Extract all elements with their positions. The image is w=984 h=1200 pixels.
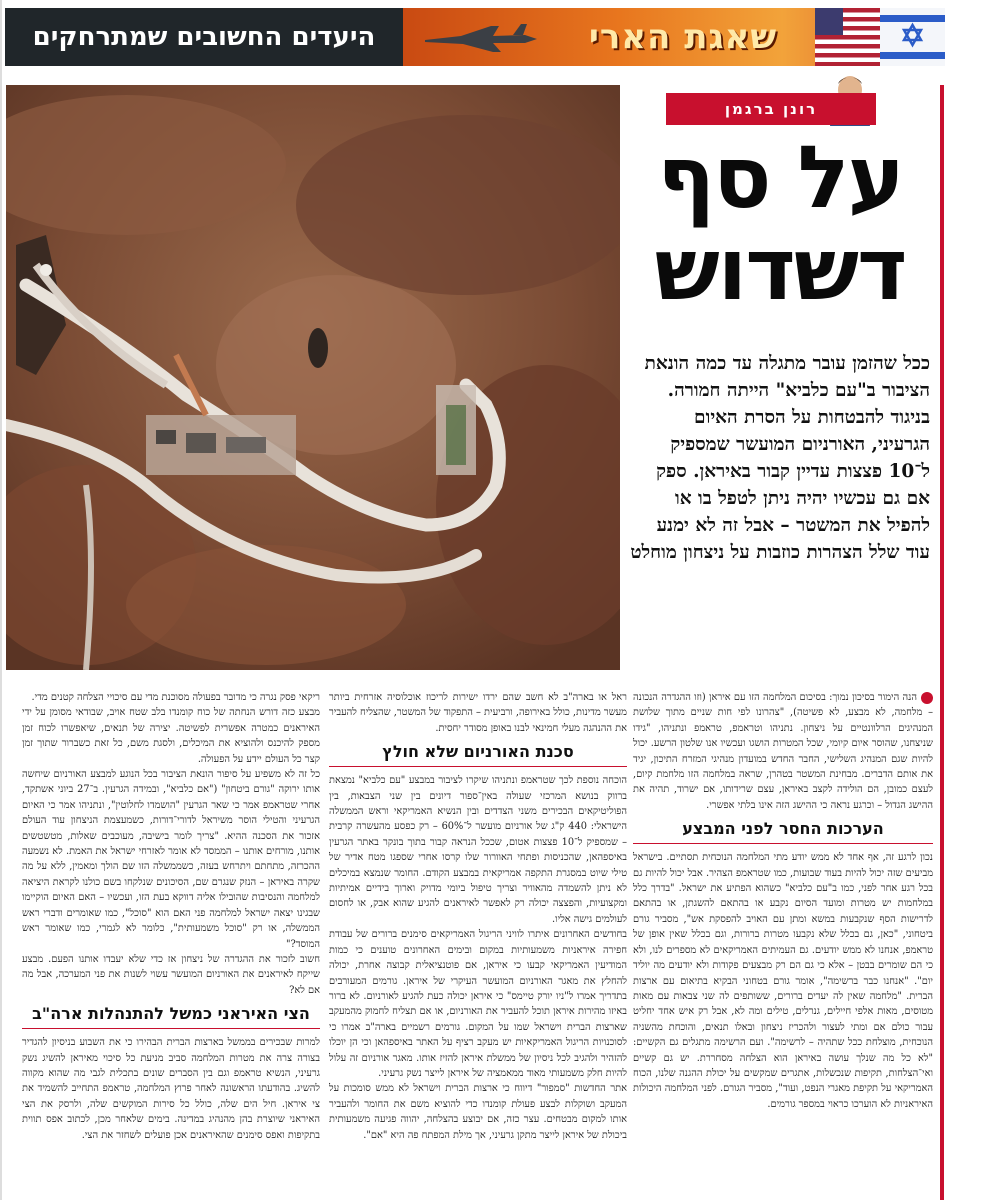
section-rule bbox=[633, 843, 933, 844]
headline-line-1: על סף bbox=[657, 128, 903, 228]
section-heading: הערכות החסר לפני המבצע bbox=[682, 819, 884, 839]
section-heading: הצי האיראני כמשל להתנהלות ארה"ב bbox=[32, 1004, 310, 1024]
banner-title: שאגת הארי bbox=[588, 17, 778, 57]
banner-kicker: היעדים החשובים שמתרחקים bbox=[5, 8, 403, 66]
section-rule bbox=[329, 766, 627, 767]
paragraph: ריקאי פסק נגרה כי מדובר בפעולה מסוכנת מדי עם סיכויי הצלחה קטנים מדי. bbox=[31, 692, 320, 703]
article-column-middle bbox=[329, 690, 627, 1200]
headline-line-2: דשדוש bbox=[654, 220, 906, 320]
bullet-icon bbox=[921, 692, 933, 704]
paragraph: ראל או בארה"ב לא חשב שהם ירדו ישירות לריכוז אוכלוסיה אזרחית ביותר מעשר מדינות, כולל באירופה, ורביעית – התפקוד של המשטר, שהצליח להעביר את ההנהגה מעלי חמינאי לבנו באופן מסודר יחסית. bbox=[329, 692, 627, 734]
article-column-left bbox=[22, 690, 320, 1200]
section-banner bbox=[5, 8, 945, 66]
satellite-photo bbox=[6, 85, 620, 670]
author-byline: רונן ברגמן bbox=[666, 93, 876, 125]
article-column-right bbox=[633, 690, 933, 1200]
satellite-image bbox=[6, 85, 620, 670]
fighter-jet-icon bbox=[421, 18, 541, 56]
paragraph: הוכחה נוספת לכך שטראמפ ונתניהו שיקרו לציבור במבצע "עם כלביא" נמצאת ברווק בנושא המרכזי שעולה באין־ספור דיונים בין שני הצבאות, בין הפוליטיקאים הבכירים משני הצדדים ובין הנשיא האמריקאי וראש הממשלה הישראלי: 440 ק"ג של אורניום מועשר ל־60% – רק כפסע מהעשרה קרבית – שמספיק ל־10 פצצות אטום, שככל הנראה קבור בתוך בונקר באתר הגרעין באיספהאן, שהכניסות ופתחי האוורור שלו קרסו אחרי שספגו מטח אדיר של טילי שיוט במסגרת התקפה אמריקאית במבצע הקודם. החומר שנמצא במיכלים לא ניתן להשמדה מהאוויר וצריך טיפול ביומי מדויק וארוך בידיים אמיתיות ומקצועיות, והפצצה יכולה רק לאפשר לאיראנים להגיע שהוא אבק, או לחסום לעולמים גישה אליו. bbox=[329, 775, 627, 925]
section-rule bbox=[22, 1028, 320, 1029]
paragraph: אתר החדשות "סמפור" דיווח כי ארצות הברית וישראל לא ממש סומכות על המעקב ושוקלות לבצע פעולת קומנדו כדי להוציא משם את החומר ולהעביר אותו למקום מבטחים. עצר כזה, אם יבוצע בהצלחה, יהווה פגיעה משמעותית ביכולת של איראן לייצר מתקן גרעיני, אך מילת המפתח פה היא "אם". bbox=[329, 1083, 627, 1141]
flags-icon bbox=[815, 8, 945, 66]
paragraph: למרות שבכירים בממשל בארצות הברית הבהירו כי את השבוע בניסיון להגדיר בצורה צרה את מטרות המלחמה סביב מניעת כל סיכוי מאיראן להשיג נשק גרעיני, הנשיא טראמפ וגם בין הסברים שונים בתכלית לגבי מה שהוא מקווה להשיג. בהודעתו הראשונה לאחר פרוץ המלחמה, טראמפ התחייב להשמיד את צי איראן. חיל הים שלה, כולל כל סירות המוקשים שלה, ולרסק את הצי האיראני שיוצרת בהן מהנהיג במדינה. בימים שלאחר מכן, לכתוב אפס תווית בתקיפות ואפס סימנים שהאיראנים אכן פועלים לשחזר את הצי. bbox=[22, 1037, 320, 1141]
paragraph: נכון לרגע זה, אף אחד לא ממש יודע מתי המלחמה הנוכחית תסתיים. בישראל מביעים שזה יכול להיות בעוד שבועות, כמו שטראמפ הצהיר. אבל יכול להיות גם בכל רגע אחר לפני, כמו ב"עם כלביא" כשהוא הפתיע את ישראל. "בדרך כלל במלחמות יש מטרות ומועד הסיום נקבע או בהתאם להשגתן, או בהתאם לדרישות הסף שנקבעות במשא ומתן עם האויב להפסקת אש", מסביר גורם ביטחוני, "כאן, גם בכלל שלא נקבעו מטרות ברורות, וגם בכלל שאין אופן של טראמפ, אנחנו לא ממש יודעים. גם העמיתים האמריקאים לא מספרים לנו, ולא כי הם שומרים בבטן – אלא כי גם הם רק מבצעים פקודות ולא יודעים מה יוליד יום". "אנחנו כבר ברשימה", אומר גורם בטחוני הבקיא בתיאום עם ארצות הברית. "מלחמה שאין לה יעדים ברורים, ששותפים לה שני צבאות עם מאות מטוסים, מאות אלפי חיילים, גנרלים, טילים ומה לא, אבל רק איש אחד יחליט עבור כולם אם ומתי לעצור ולהכריז ניצחון ובאלו תנאים, והוכחת מהשניה הנוכחית, מוצלחת ככל שתהיה – לרשימה". ועם הרשימה מתגלים גם הקשיים: "לא כל מה שנלך עושה באיראן הוא הצלחה מסחררת. יש גם קשיים ואי־הצלחות, תקיפות שנכשלות, אתגרים שמקשים על יכולת ההגנה שלנו, הכוח האמריקאי על תקיפת מאגרי הנפט, ועוד", מסביר הגורם. לפני המלחמה היכולות האיראניות לא הוערכו כראוי במספר גורמים. bbox=[633, 852, 933, 1110]
paragraph: מבצע כזה דורש הנחתה של כוח קומנדו בלב שטח אויב, שבודאי מסומן על ידי האיראנים כמטרה אפשרית לפשיטה. יצירה של תנאים, שיאפשרו לכוח זמן מספק להיכנס ולהוציא את המיכלים, ולסגת משם, כל זאת כשברור שתוך זמן קצר כל העולם יידע על הפעולה. bbox=[22, 707, 320, 765]
paragraph: כל זה לא משפיע על סיפור הונאת הציבור בכל הנוגע למבצע האורניום שיחשה אותו ירוקה "גורם ביטחון" ("אם כלביא", ובמידה הגרעין. ב־27 ביוני אשתקד, אחרי שטראמפ אמר כי שאר הגרעין "הושמדו לחלוטין", ונתניהו אמר כי האיום הגרעיני והטילי הוסר משיראל לדורי־דורות, כשמעצמת הניצחון עוד העולם אזכור את הסכנה ההיא. "צריך לומר בישיבה, מעוכבים שאלות, מטשטשים אותנו, מורחים אותנו – הממסד לא אומר לאזרחי ישראל את האמת. לא נשמעה ההכרזה, מתחתם ויתרחש בעזה, כשממשלה הזו שם הולך ומאמין, ללא על מה שקרה באיראן – הנזק שנגרם שם, הסיכונים שנלקחו בשם כולנו לקראת היציאה למלחמה והנסיבות שהובילו אליה דווקא בעת הזו, ועכשיו – האם האיום הוקיימו שבגינו יצאה ישראל למלחמה פני האם הוא "סוכל", כמו שאומרים ודברי ראש הממשלה, או רק "סוכל משמעותית", כלומר לא לגמרי, כמו שאומר ראש המוסד?" bbox=[22, 769, 320, 950]
banner-title-block bbox=[403, 8, 945, 66]
section-heading: סכנת האורניום שלא חולץ bbox=[382, 742, 574, 762]
subheadline: ככל שהזמן עובר מתגלה עד כמה הונאת הציבור ב"עם כלביא" הייתה חמורה. בניגוד להבטחות על הסרת האיום הגרעיני, האורניום המועשר שמספיק ל־10 פצצות עדיין קבור באיראן. ספק אם גם עכשיו יהיה ניתן לטפל בו או להפיל את המשטר – אבל זה לא ימנע עוד שלל הצהרות כוזבות על ניצחון מוחלט bbox=[630, 353, 930, 563]
paragraph: חשוב לזכור את ההגדרה של ניצחון אז כדי שלא יעבדו אותנו הפעם. מבצע שייקח לאיראנים את האורניום המועשר עשוי לשנות את פני המערכה, אבל מה אם לא? bbox=[22, 953, 320, 996]
headline bbox=[630, 128, 930, 320]
page-edge bbox=[0, 0, 2, 1200]
paragraph: הנה הימור בסיכון נמוך: בסיכום המלחמה הזו עם איראן (וזו ההגדרה הנכונה – מלחמה, לא מבצע, לא פשיטה), "צהרונו לפי חות שניים מתוך שלושת המנהיגים הרלוונטיים על ניצחון. נתניהו וטראמפ, טראמפ ונתניהו, "גידו שניצחנו, שהוסר איום קיומי, שכל המטרות הושגו ועכשיו אנו שלטון הרשע. יכול להיות שגם המנהיג השלישי, החבר החדש במועדון מנהיגי המזרח התיכון, יגיד את אותם הדברים. מבחינת המשטר בטהרן, שראה במלחמה הזו מלחמת קיום, לעצם כמובן, הם הולידה לקצב באיראן, עצם שרידותו, אם ישרוד, תהיה את ההישג הגדול – וכרגע נראה כי ההישג הזה אינו בלתי אפשרי. bbox=[633, 692, 933, 811]
paragraph: בחודשים האחרונים איתרו לוויני הריגול האמריקאים סימנים ברורים של עבודת חפירה איראניות משמעותיות במקום ובימים האחרונים טוענים כי כמות המודיעין האמריקאי קבעו כי איראן, אם פוטנציאלית קבוצה אחרת, יכולה להחלץ את מאגר האורניום המועשר העיקרי של איראן. גורמים המעורבים בתדריך אמרו ל"ניו יורק טיימס" כי איראן יכולה כעת להגיע לאורניום. לא ברור באיזו מהירות איראן תוכל להעביר את האורניום, או אם תצליח לחמוק מהמעקב שארצות הברית וישראל שמו על המקום. גורמים רשמיים בארה"ב אמרו כי לסוכנויות הריגול האמריקאיות יש מעקב רציף על האתר באיספהאן וכי הן יוכלו להזהיר ולהגיב לכל ניסיון של ממשלת איראן להזיז אותו. מאגר אורניום זה עלול להיות חלק משמעותי מאוד ממאמציה של איראן לייצר נשק גרעיני. bbox=[329, 929, 627, 1079]
column-rule bbox=[940, 85, 944, 1200]
